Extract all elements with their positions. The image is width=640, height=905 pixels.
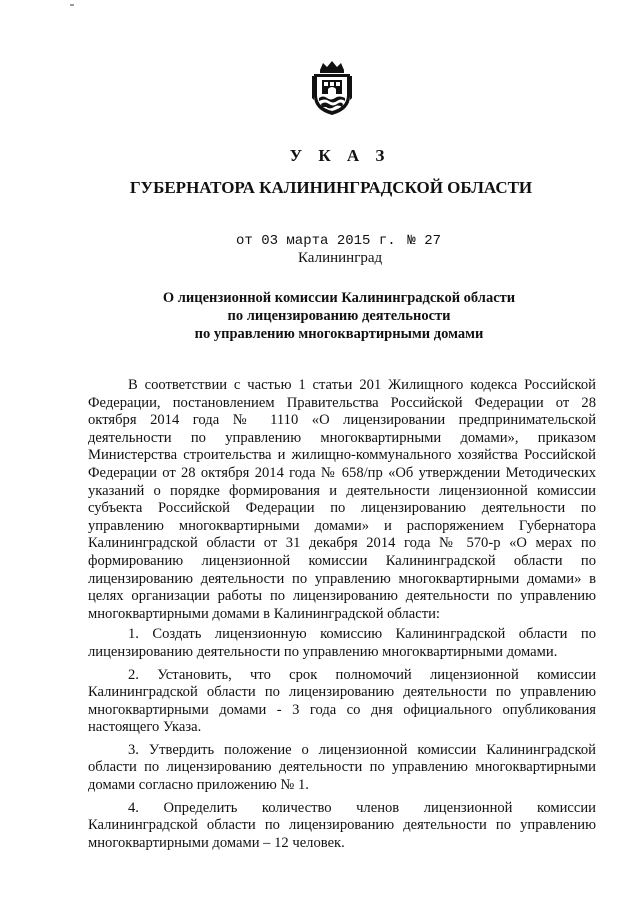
heading-line: по управлению многоквартирными домами: [194, 326, 484, 342]
list-item: 3. Утвердить положение о лицензионной комиссии Калининградской области по лицензированию деятельности по управлению многоквартирными домами согласно приложению № 1.: [88, 741, 596, 794]
list-item: 4. Определить количество членов лицензионной комиссии Калининградской области по лицензированию деятельности по управлению многоквартирными домами – 12 человек.: [88, 799, 596, 851]
heading-line: О лицензионной комиссии Калининградской области: [162, 290, 516, 306]
preamble-paragraph: В соответствии с частью 1 статьи 201 Жилищного кодекса Российской Федерации, постановлением Правительства Российской Федерации от 28 октября 2014 года № 1110 «О лицензировании предпринимательской деятельности по управлению многоквартирными домами», приказом Министерства строительства и жилищно-коммунального хозяйства Российской Федерации от 28 октября 2014 года № 658/пр «Об утверждении Методических указаний о порядке формирования и деятельности лицензионной комиссии субъекта Российской Федерации по лицензированию деятельности по управлению многоквартирными домами» и распоряжением Губернатора Калининградской области от 31 декабря 2014 года № 570-р «О мерах по формированию лицензионной комиссии Калининградской области по лицензированию деятельности по управлению многоквартирными домами» в целях организации работы по лицензированию деятельности по управлению многоквартирными домами в Калининградской области:: [88, 377, 596, 622]
document-number: № 27: [407, 233, 441, 249]
document-body: [88, 377, 596, 857]
list-item: 2. Установить, что срок полномочий лицензионной комиссии Калининградской области по лицензированию деятельности по управлению многоквартирными домами - 3 года со дня официального опубликования настоящего Указа.: [88, 666, 596, 736]
date-number-line: [236, 232, 441, 249]
document-title: У К А З: [289, 146, 391, 165]
coat-of-arms-icon: [310, 60, 354, 116]
scan-mark: [70, 4, 74, 6]
document-date: от 03 марта 2015 г.: [236, 233, 396, 249]
document-heading: [0, 289, 640, 343]
list-item: 1. Создать лицензионную комиссию Калининградской области по лицензированию деятельности по управлению многоквартирными домами.: [88, 626, 596, 660]
document-city: Калининград: [298, 250, 383, 266]
document-subtitle: ГУБЕРНАТОРА КАЛИНИНГРАДСКОЙ ОБЛАСТИ: [129, 178, 533, 197]
heading-line: по лицензированию деятельности: [227, 308, 451, 324]
